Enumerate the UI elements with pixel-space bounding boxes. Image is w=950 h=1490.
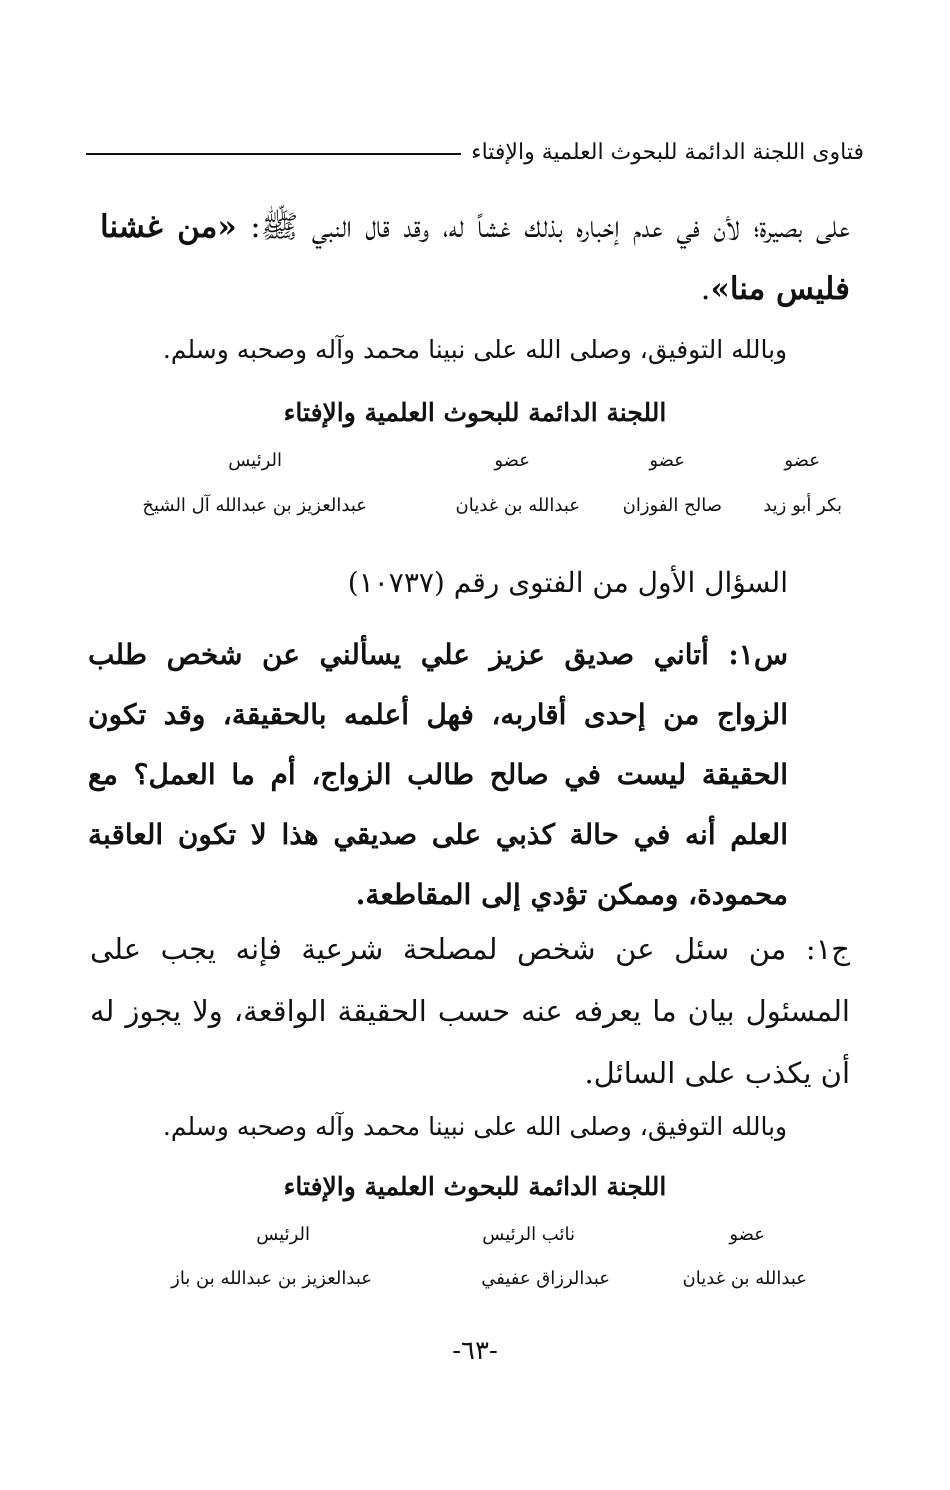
signatory-5-name: عبدالله بن غديان — [682, 1268, 807, 1289]
signatory-4-name: عبدالعزيز بن عبدالله آل الشيخ — [142, 495, 367, 516]
signatory-1-role: عضو — [784, 450, 820, 471]
signatory-3-name: عبدالله بن غديان — [455, 495, 580, 516]
page-number: -٦٣- — [452, 1336, 498, 1366]
signatory-3-role: عضو — [494, 450, 530, 471]
question-title: السؤال الأول من الفتوى رقم (١٠٧٣٧) — [347, 566, 788, 599]
signatory-5-role: عضو — [729, 1224, 765, 1245]
intro-paragraph — [100, 196, 850, 320]
signatory-6-name: عبدالرزاق عفيفي — [481, 1268, 610, 1289]
signatory-7-role: الرئيس — [256, 1224, 310, 1245]
running-header — [86, 132, 864, 172]
committee-name-2: اللجنة الدائمة للبحوث العلمية والإفتاء — [283, 1172, 667, 1201]
closing-formula-1: وبالله التوفيق، وصلى الله على نبينا محمد وآله وصحبه وسلم. — [162, 335, 788, 364]
signatory-2-name: صالح الفوزان — [622, 495, 722, 516]
signatory-4-role: الرئيس — [228, 450, 282, 471]
committee-name-1: اللجنة الدائمة للبحوث العلمية والإفتاء — [283, 398, 667, 427]
intro-text: على بصيرة؛ لأن في عدم إخباره بذلك غشاً له، وقد قال النبي ﷺ: — [236, 209, 850, 245]
signatory-1-name: بكر أبو زيد — [763, 495, 842, 516]
signatory-6-role: نائب الرئيس — [482, 1224, 575, 1245]
header-rule — [86, 153, 461, 155]
running-header-title: فتاوى اللجنة الدائمة للبحوث العلمية والإفتاء — [471, 139, 864, 165]
answer-text: ج١: من سئل عن شخص لمصلحة شرعية فإنه يجب على المسئول بيان ما يعرفه عنه حسب الحقيقة الواقعة، ولا يجوز له أن يكذب على السائل. — [90, 932, 850, 1090]
signatory-2-role: عضو — [649, 450, 685, 471]
signatory-7-name: عبدالعزيز بن عبدالله بن باز — [171, 1268, 372, 1289]
intro-end: . — [700, 271, 711, 307]
question-text: س١: أتاني صديق عزيز علي يسألني عن شخص طلب الزواج من إحدى أقاربه، فهل أعلمه بالحقيقة، وقد تكون الحقيقة ليست في صالح طالب الزواج، أم ما العمل؟ مع العلم أنه في حالة كذبي على صديقي هذا لا تكون العاقبة محمودة، وممكن تؤدي إلى المقاطعة. — [88, 638, 788, 911]
hadith-quote: «من غشنا فليس منا» — [100, 209, 850, 307]
closing-formula-2: وبالله التوفيق، وصلى الله على نبينا محمد وآله وصحبه وسلم. — [162, 1112, 788, 1141]
